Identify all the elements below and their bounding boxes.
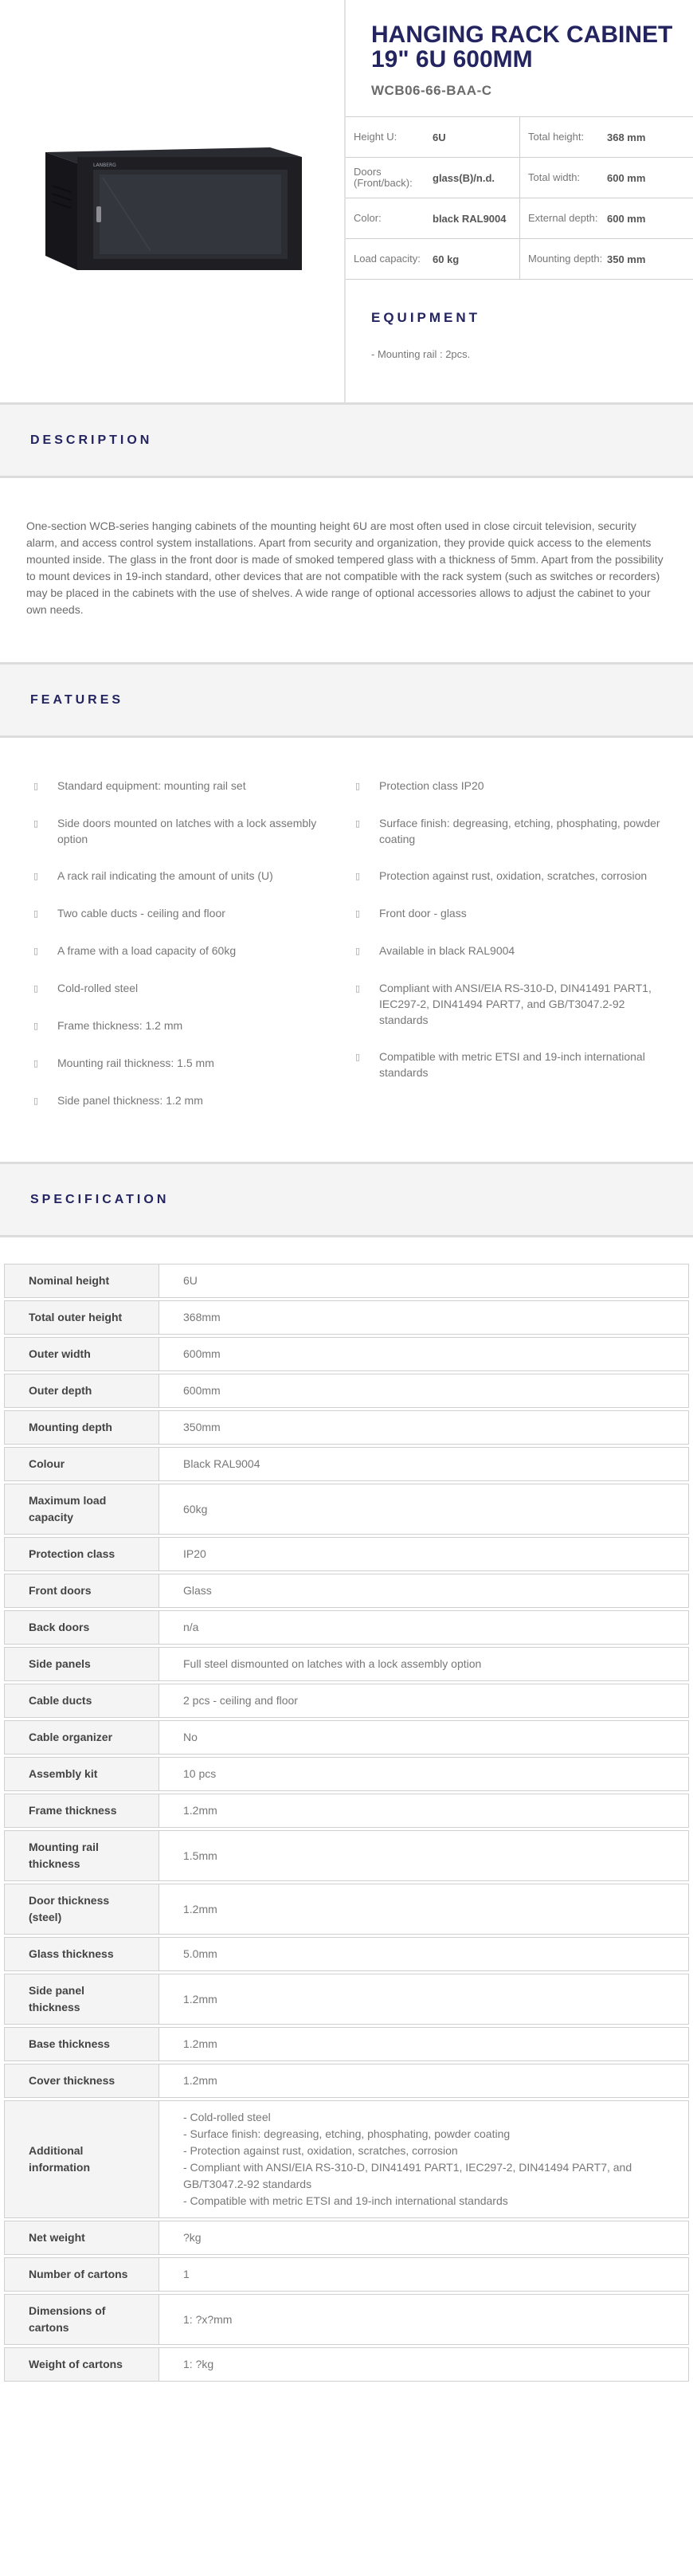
spec-value: 1.2mm [159,2027,689,2061]
feature-text: Side panel thickness: 1.2 mm [57,1094,203,1107]
equipment-title: EQUIPMENT [371,310,481,325]
attribute-cell [519,117,693,157]
box-icon: ▯ [33,909,39,919]
attribute-label: Total width: [528,171,581,183]
spec-value [159,2100,689,2218]
feature-text: Standard equipment: mounting rail set [57,779,246,792]
spec-row [4,2100,689,2218]
spec-value-line: - Surface finish: degreasing, etching, phosphating, powder coating [183,2127,511,2140]
spec-row [4,2294,689,2345]
product-overview [0,0,693,402]
feature-text: Compliant with ANSI/EIA RS-310-D, DIN41491 PART1, IEC297-2, DIN41494 PART7, and GB/T3047.2-92 standards [379,982,652,1026]
attribute-label: Doors (Front/back): [354,166,413,189]
spec-value: 6U [159,1264,689,1298]
spec-value: 1: ?x?mm [159,2294,689,2345]
equipment-item: - Mounting rail : 2pcs. [371,348,471,360]
spec-key: Mounting rail thickness [4,1830,159,1881]
spec-value: IP20 [159,1537,689,1571]
spec-value: 2 pcs - ceiling and floor [159,1684,689,1718]
attribute-cell [346,239,519,279]
feature-item [33,1017,355,1034]
attribute-row [346,117,693,158]
spec-value: 1.2mm [159,1884,689,1935]
attribute-cell [519,239,693,279]
spec-key: Weight of cartons [4,2347,159,2382]
attribute-row [346,239,693,280]
spec-value: 1.5mm [159,1830,689,1881]
cabinet-image [31,130,314,273]
spec-value: Glass [159,1574,689,1608]
spec-row [4,1410,689,1445]
spec-row [4,1794,689,1828]
attribute-label: Color: [354,212,382,224]
attribute-cell [346,198,519,238]
spec-value: 600mm [159,1337,689,1371]
spec-value: 10 pcs [159,1757,689,1791]
feature-item [355,778,677,794]
box-icon: ▯ [33,947,39,956]
feature-item [33,778,355,794]
attribute-label: External depth: [528,212,598,224]
features-list [0,738,693,1162]
spec-row [4,1757,689,1791]
description-header [0,402,693,478]
feature-text: Protection class IP20 [379,779,484,792]
feature-item [355,943,677,959]
spec-row [4,1937,689,1971]
box-icon: ▯ [355,819,361,829]
attribute-row [346,198,693,239]
spec-value: 1.2mm [159,2064,689,2098]
specification-table [4,1261,689,2384]
box-icon: ▯ [33,1021,39,1031]
spec-key: Cable organizer [4,1720,159,1755]
box-icon: ▯ [355,909,361,919]
spec-value: n/a [159,1610,689,1645]
spec-value: 1 [159,2257,689,2292]
attribute-cell [346,117,519,157]
spec-value-line: - Compatible with metric ETSI and 19-inch international standards [183,2194,508,2207]
feature-item [355,868,677,884]
spec-key: Mounting depth [4,1410,159,1445]
feature-text: Front door - glass [379,907,467,919]
spec-key: Colour [4,1447,159,1481]
spec-key: Nominal height [4,1264,159,1298]
box-icon: ▯ [33,872,39,881]
spec-row [4,1610,689,1645]
feature-item [33,1055,355,1072]
specification-title: SPECIFICATION [30,1192,170,1206]
spec-row [4,1884,689,1935]
spec-key: Maximum load capacity [4,1484,159,1535]
attribute-value: 600 mm [607,212,646,225]
feature-item [33,815,355,847]
feature-item [355,1049,677,1080]
spec-key: Cable ducts [4,1684,159,1718]
spec-key: Outer depth [4,1374,159,1408]
box-icon: ▯ [355,1053,361,1062]
attribute-value: 6U [433,131,446,143]
feature-text: Protection against rust, oxidation, scratches, corrosion [379,869,648,882]
attribute-label: Total height: [528,131,585,143]
spec-value: 350mm [159,1410,689,1445]
spec-key: Total outer height [4,1300,159,1335]
spec-row [4,2221,689,2255]
spec-key: Back doors [4,1610,159,1645]
feature-item [33,1092,355,1109]
feature-text: Mounting rail thickness: 1.5 mm [57,1057,214,1069]
spec-row [4,1574,689,1608]
spec-row [4,1264,689,1298]
specification-header [0,1162,693,1237]
spec-row [4,1647,689,1681]
attribute-cell [519,198,693,238]
attribute-label: Mounting depth: [528,253,603,265]
feature-item [33,980,355,997]
spec-key: Side panels [4,1647,159,1681]
spec-value: 1: ?kg [159,2347,689,2382]
features-column-right [355,778,677,1130]
spec-row [4,2027,689,2061]
specification-wrapper [0,1237,693,2384]
product-model: WCB06-66-BAA-C [371,83,492,98]
spec-key: Cover thickness [4,2064,159,2098]
feature-item [33,868,355,884]
spec-row [4,2257,689,2292]
svg-text:LANBERG: LANBERG [92,162,116,168]
attribute-value: 368 mm [607,131,646,143]
feature-text: Available in black RAL9004 [379,944,515,957]
product-image-area [0,0,344,402]
spec-row [4,1447,689,1481]
spec-value: 60kg [159,1484,689,1535]
box-icon: ▯ [33,1059,39,1068]
spec-value-line: - Protection against rust, oxidation, scratches, corrosion [183,2144,458,2157]
description-text: One-section WCB-series hanging cabinets of the mounting height 6U are most often used in close circuit television, security alarm, and access control system installations. Apart from security and organization, they provide quick access to the elements mounted inside. The glass in the front door is made of smoked tempered glass with a thickness of 5mm. Apart from the possibility to mount devices in 19-inch standard, other devices that are not compatible with the rack system (such as switches or recorders) may be placed in the cabinets with the use of shelves. A wide range of optional accessories allows to adjust the cabinet to your own needs. [26,520,664,616]
features-header [0,662,693,738]
spec-key: Dimensions of cartons [4,2294,159,2345]
spec-value: No [159,1720,689,1755]
box-icon: ▯ [355,947,361,956]
spec-row [4,1484,689,1535]
spec-row [4,1537,689,1571]
spec-value-line: - Cold-rolled steel [183,2111,271,2123]
description-title: DESCRIPTION [30,433,153,447]
product-info [344,0,693,402]
feature-item [355,815,677,847]
spec-key: Outer width [4,1337,159,1371]
box-icon: ▯ [33,984,39,994]
spec-row [4,1300,689,1335]
feature-text: Surface finish: degreasing, etching, phosphating, powder coating [379,817,660,845]
spec-value: 1.2mm [159,1794,689,1828]
feature-item [355,905,677,922]
attribute-value: 600 mm [607,171,646,184]
spec-value-line: - Compliant with ANSI/EIA RS-310-D, DIN41491 PART1, IEC297-2, DIN41494 PART7, and GB/T3047.2-92 standards [183,2161,632,2190]
spec-value: 600mm [159,1374,689,1408]
box-icon: ▯ [33,782,39,791]
attribute-value: black RAL9004 [433,212,507,225]
spec-key: Front doors [4,1574,159,1608]
spec-key: Assembly kit [4,1757,159,1791]
spec-key: Door thickness (steel) [4,1884,159,1935]
attribute-value: 60 kg [433,253,460,265]
box-icon: ▯ [33,1096,39,1106]
features-column-left [33,778,355,1130]
attribute-grid [346,116,693,280]
spec-key: Protection class [4,1537,159,1571]
feature-item [355,980,677,1028]
spec-value: 368mm [159,1300,689,1335]
spec-key: Additional information [4,2100,159,2218]
spec-key: Base thickness [4,2027,159,2061]
specification-body [4,1264,689,2382]
box-icon: ▯ [355,984,361,994]
box-icon: ▯ [355,782,361,791]
spec-row [4,1684,689,1718]
attribute-label: Load capacity: [354,253,421,265]
feature-text: Compatible with metric ETSI and 19-inch international standards [379,1050,645,1079]
spec-row [4,1720,689,1755]
feature-text: Two cable ducts - ceiling and floor [57,907,225,919]
feature-text: Frame thickness: 1.2 mm [57,1019,183,1032]
spec-value: Black RAL9004 [159,1447,689,1481]
spec-row [4,2064,689,2098]
spec-key: Number of cartons [4,2257,159,2292]
spec-key: Net weight [4,2221,159,2255]
attribute-value: 350 mm [607,253,646,265]
feature-item [33,905,355,922]
spec-value: Full steel dismounted on latches with a lock assembly option [159,1647,689,1681]
box-icon: ▯ [33,819,39,829]
attribute-cell [346,158,519,198]
spec-row [4,2347,689,2382]
spec-row [4,1337,689,1371]
spec-value: 5.0mm [159,1937,689,1971]
box-icon: ▯ [355,872,361,881]
product-title: HANGING RACK CABINET 19" 6U 600MM [371,22,673,73]
feature-text: Cold-rolled steel [57,982,139,994]
attribute-label: Height U: [354,131,397,143]
attribute-value: glass(B)/n.d. [433,171,495,184]
feature-text: A frame with a load capacity of 60kg [57,944,237,957]
spec-row [4,1974,689,2025]
spec-row [4,1374,689,1408]
attribute-cell [519,158,693,198]
spec-key: Side panel thickness [4,1974,159,2025]
spec-value: 1.2mm [159,1974,689,2025]
feature-text: Side doors mounted on latches with a lock assembly option [57,817,317,845]
spec-key: Glass thickness [4,1937,159,1971]
features-title: FEATURES [30,692,124,707]
spec-row [4,1830,689,1881]
feature-item [33,943,355,959]
spec-value: ?kg [159,2221,689,2255]
attribute-row [346,158,693,198]
spec-key: Frame thickness [4,1794,159,1828]
feature-text: A rack rail indicating the amount of units (U) [57,869,273,882]
